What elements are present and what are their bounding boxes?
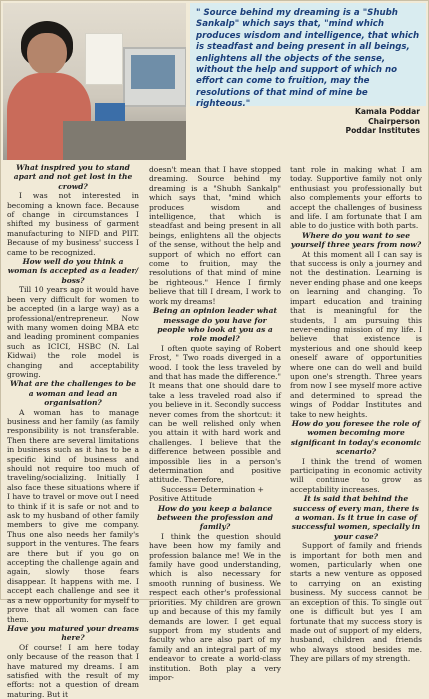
pull-quote bbox=[190, 3, 426, 110]
formula-line: Positive Attitude bbox=[149, 494, 212, 504]
answer: A woman has to manage business and her family (as family responsibility is not transferable. Then there are several limitations in business such as it has to be a specific kind of business and should not require too much of traveling/socializing. Initially I also face these situations where if I have to travel or move out I need to think if it is safe or not and to ask to my husband of other family members to give me company. Thus one also needs her family's support in the ventures. The fears are there but if you go on accepting the challenge again and again, slowly those fears disappear. It happens with me. I accept each challenge and see it as a new opportunity for myself to prove that all women can face them. bbox=[7, 407, 139, 624]
question: It is said that behind the success of every man, there is a woman. Is it true in case of successful women, specially in your case? bbox=[291, 494, 421, 541]
answer: Of course! I am here today only because of the reason that I have matured my dreams. I am satisfied with the result of my efforts: not a question of dream maturing. But it bbox=[7, 642, 139, 699]
answer: doesn't mean that I have stopped dreaming. Source behind my dreaming is a "Shubh Sankalp" which says that, "mind which produces wisdom and intelligence, that which is steadfast and being present in all beings, enlightens all the objects of the sense, without the help and support of which no effort can come to fruition, may the resolutions of that mind of mine be righteous." Hence I firmly believe that till I dream, I work to work my dreams! bbox=[149, 165, 281, 306]
formula-line: Success= Determination + bbox=[161, 484, 264, 494]
question: What inspired you to stand apart and not get lost in the crowd? bbox=[13, 163, 133, 191]
answer: I was not interested in becoming a known face. Because of change in circumstances I shifted my business of garment manufacturing to NIFD and PIIT. Because of my business' success I came to be recognized. bbox=[7, 191, 139, 257]
answer: I think the question should have been how my family and profession balance me! We in the family have good understanding, which is also necessary for smooth running of business. We respect each other's professional priorities. My children are grown up and because of this my family demands are lower. I get equal support from my students and faculty who are also part of my family and an integral part of my endeavor to create a world-class institution. Both play a very impor- bbox=[149, 531, 281, 682]
answer: Till 10 years ago it would have been very difficult for women to be accepted (in a large way) as a professional/entrepreneur. Now with many women doing MBA etc and leading prominent companies such as ICICI, HSBC (N. Lal Kidwai) the role model is changing and acceptability growing. bbox=[7, 285, 139, 379]
attribution-title: Chairperson bbox=[368, 116, 420, 126]
column-1 bbox=[7, 163, 139, 699]
portrait-photo bbox=[3, 3, 186, 160]
question: How well do you think a woman is accepted as a leader/ boss? bbox=[7, 257, 139, 285]
answer: tant role in making what I am today. Supportive family not only enthusiast you professionally but also complements your efforts to accept the challenges of business and life. I am fortunate that I am able to do justice with both parts. bbox=[290, 165, 422, 231]
question: Being an opinion leader what message do you have for people who look at you as a role model? bbox=[153, 306, 277, 344]
answer: Support of family and friends is important for both men and women, particularly when one starts a new venture as opposed to carrying on an existing business. My success cannot be an exception of this. To single out one is difficult but yes I am fortunate that my success story is made out of support of my elders, husband, children and friends who always stood besides me. They are pillars of my strength. bbox=[290, 541, 422, 664]
question: What are the challenges to be a woman and lead an organisation? bbox=[9, 379, 137, 408]
answer: I often quote saying of Robert Frost, " Two roads diverged in a wood. I took the less traveled by and that has made the difference." It means that one should dare to take a less traveled road also if you believe in it. Secondly success never comes from the shortcut: it can be well relished only when you attain it with hard work and challenges. I believe that the difference between possible and impossible lies in a person's determination and positive attitude. Therefore, bbox=[149, 343, 281, 485]
question: Have you matured your dreams here? bbox=[7, 623, 139, 643]
answer: At this moment all I can say is that success is only a journey and not the destination. Learning is never ending phase and one keeps on learning and changing. To impart education and training that is meaningful for the students, I am pursuing this never-ending mission of my life. I believe that existence is mysterious and one should keep oneself aware of opportunities where one can do well and build upon one's strength. Three years from now I see myself more active and determined to spread the wings of Poddar Institutes and take to new heights. bbox=[290, 249, 422, 419]
question: Where do you want to see yourself three years from now? bbox=[290, 230, 422, 250]
quote-attribution bbox=[190, 107, 426, 136]
question: How do you keep a balance between the profession and family? bbox=[157, 503, 273, 532]
question: How do you foresee the role of women becoming more significant in today's economic scenario? bbox=[290, 418, 422, 457]
attribution-name: Kamala Poddar bbox=[355, 107, 420, 116]
answer: I think the trend of women participating in economic activity will continue to grow as acceptability increases. bbox=[290, 456, 422, 494]
column-3 bbox=[290, 165, 422, 664]
column-2 bbox=[149, 165, 281, 682]
pull-quote-text: " Source behind my dreaming is a "Shubh Sankalp" which says that, "mind which produces wisdom and intelligence, that which is steadfast and being present in all beings, enlightens all the objects of the sense, without the help and support of which no effort can come to fruition, may the resolutions of that mind of mine be righteous." bbox=[196, 8, 420, 110]
attribution-org: Poddar Institutes bbox=[345, 126, 420, 136]
